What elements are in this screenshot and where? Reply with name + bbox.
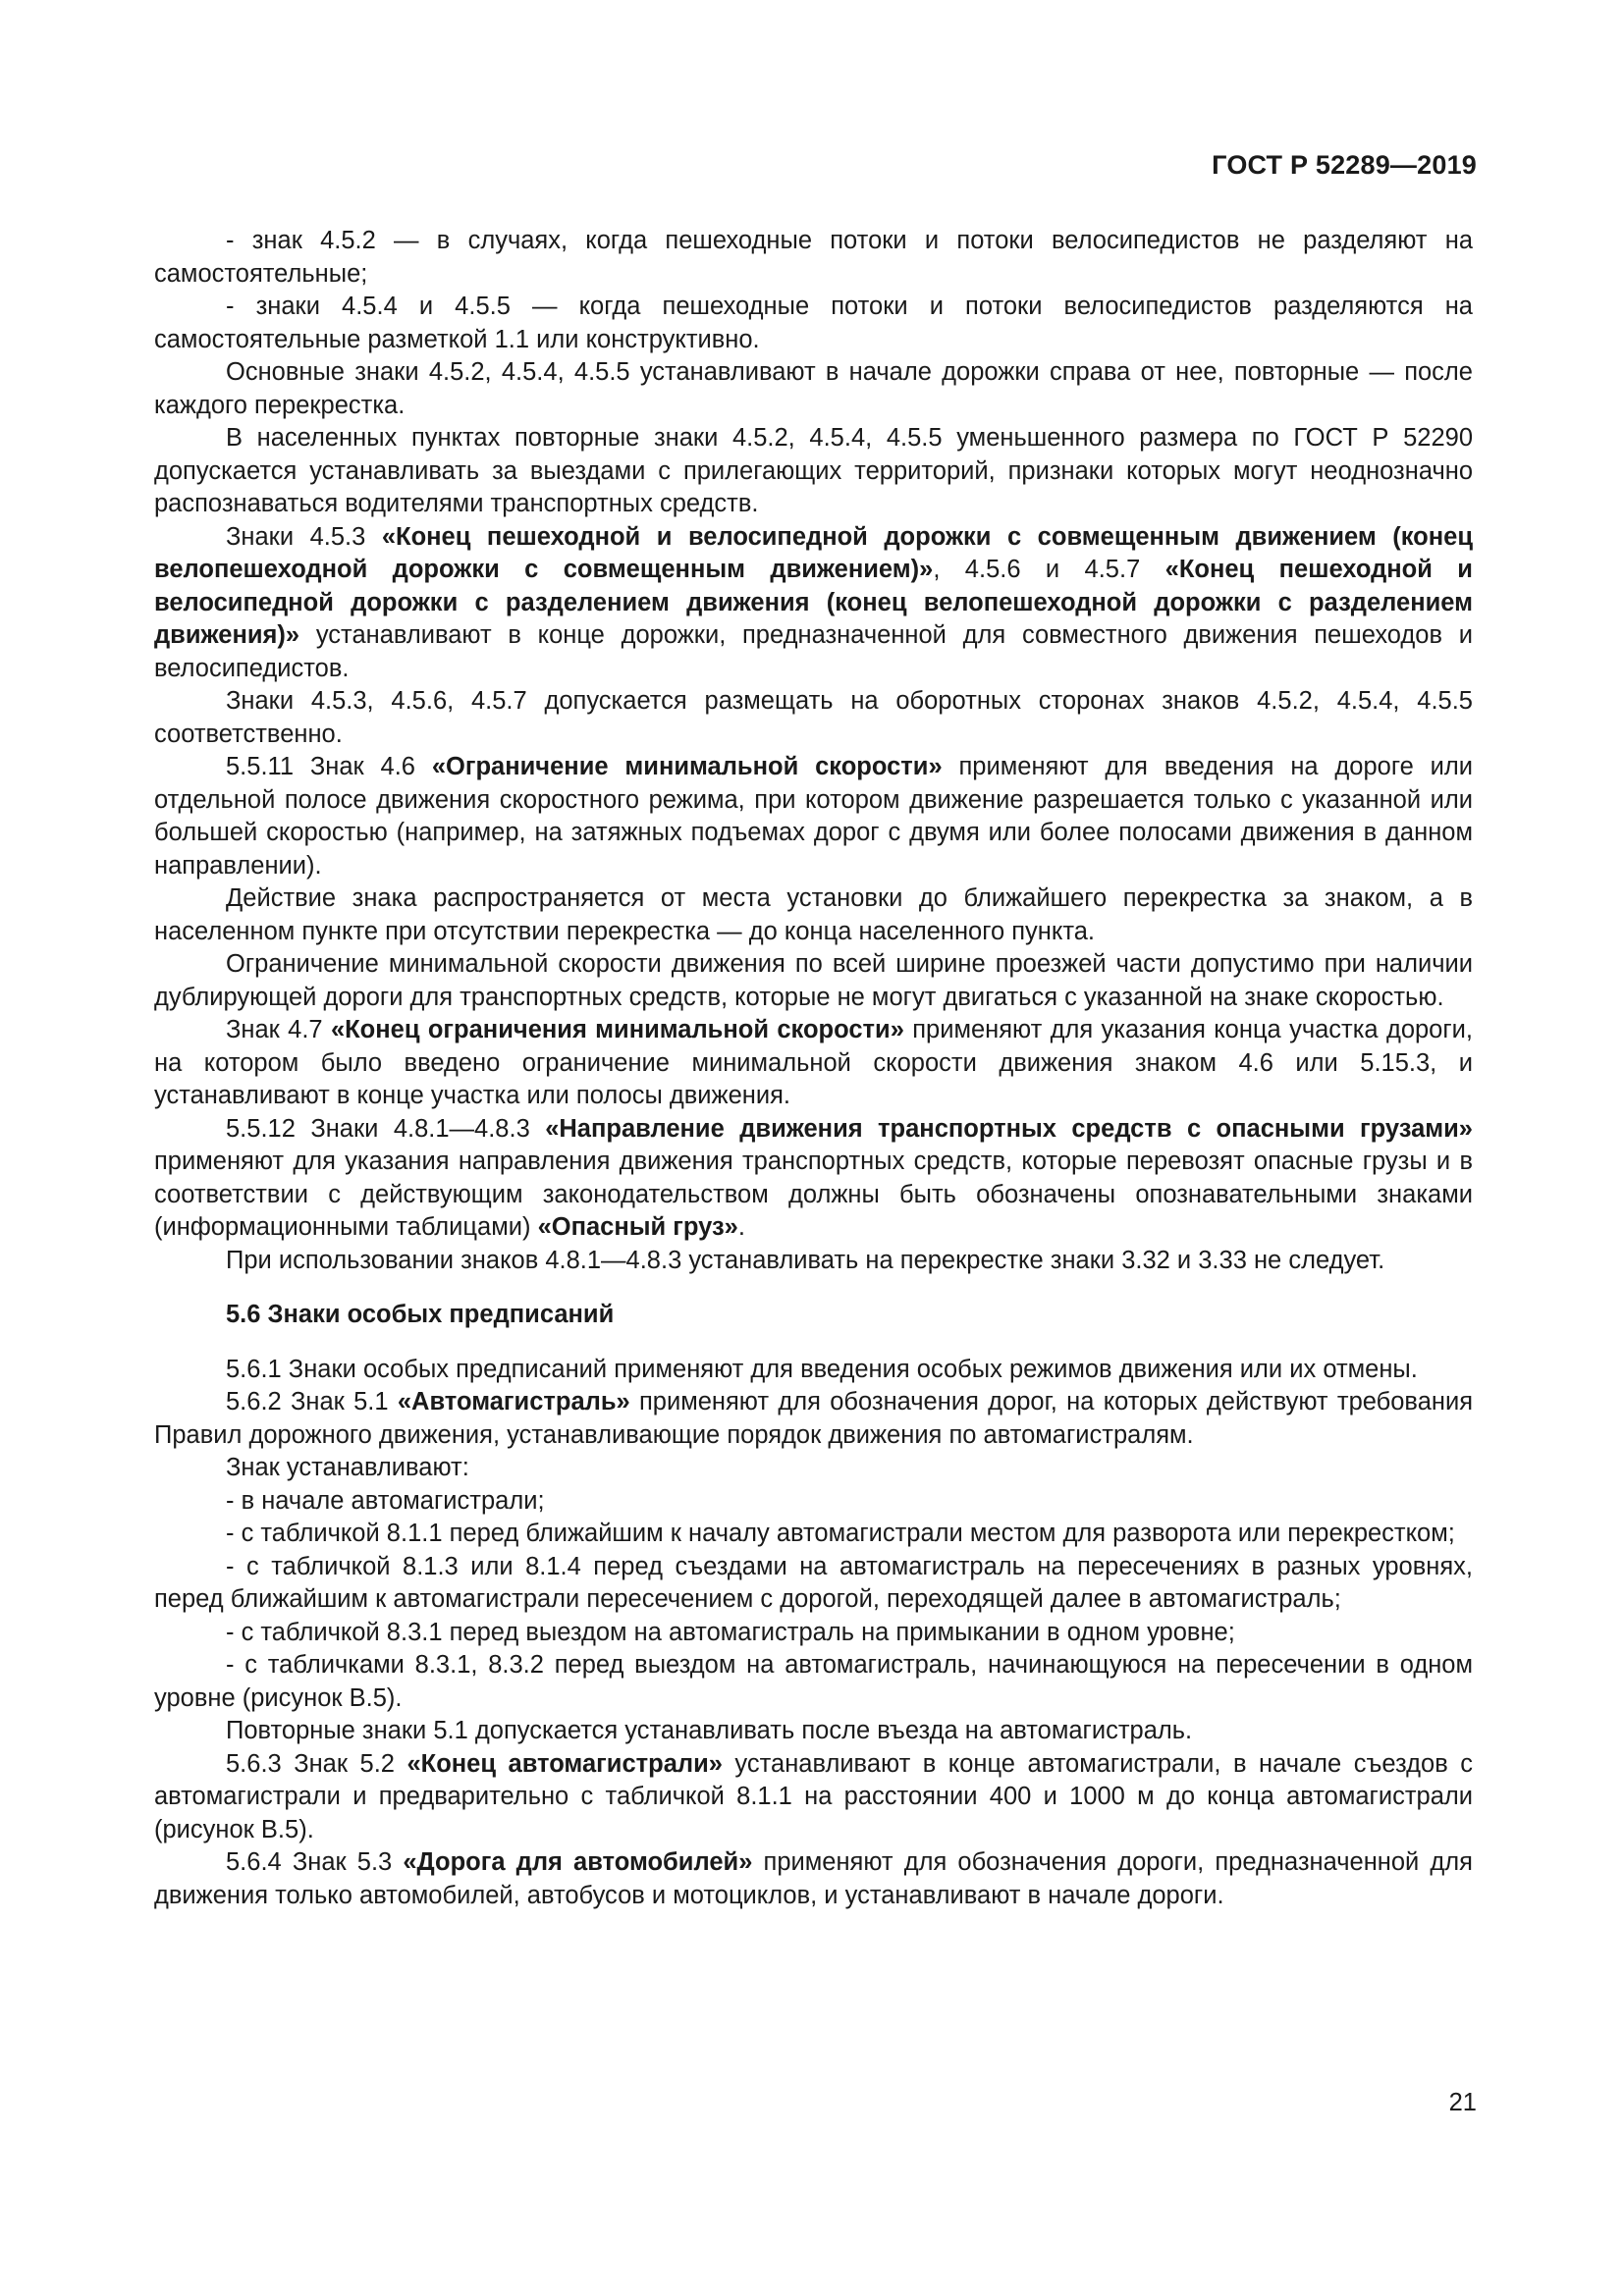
text-run: Знаки 4.5.3, 4.5.6, 4.5.7 допускается размещать на оборотных сторонах знаков 4.5.2, 4.5.4, 4.5.5 соответственно. [154,687,1473,748]
paragraph [154,1354,1473,1387]
paragraph [154,1846,1473,1912]
text-run: применяют для введения на дороге или отдельной полосе движения скоростного режима, при котором движение разрешается только с указанной или большей скоростью (например, на затяжных подъемах дорог с двумя или более полосами движения в данном направлении). [154,753,1473,880]
text-run: Действие знака распространяется от места установки до ближайшего перекрестка за знаком, а в населенном пункте при отсутствии перекрестка — до конца населенного пункта. [154,884,1473,945]
paragraph [154,1113,1473,1245]
bold-sign-name: «Конец пешеходной и велосипедной дорожки с разделением движения (конец велопешеходной дорожки с разделением движения)» [154,556,1473,649]
text-run: - с табличками 8.3.1, 8.3.2 перед выездом на автомагистраль, начинающуюся на пересечении в одном уровне (рисунок В.5). [154,1651,1473,1712]
text-run: устанавливают в конце автомагистрали, в начале съездов с автомагистрали и предварительно с табличкой 8.1.1 на расстоянии 400 и 1000 м до конца автомагистрали (рисунок В.5). [154,1749,1473,1843]
paragraph [154,751,1473,882]
bold-sign-name: «Конец пешеходной и велосипедной дорожки с совмещенным движением (конец велопешеходной дорожки с совмещенным движением)» [154,522,1474,583]
paragraphs-before-section [154,225,1473,1277]
paragraph [154,1748,1473,1847]
paragraph [154,521,1473,686]
page-number: 21 [1448,2089,1477,2116]
text-run: . [737,1213,745,1241]
text-run: применяют для обозначения дороги, предназначенной для движения только автомобилей, автобусов и мотоциклов, и устанавливают в начале дороги. [154,1848,1473,1909]
text-run: 5.6.4 Знак 5.3 [226,1848,404,1876]
paragraph [154,1014,1473,1113]
bold-sign-name: «Автомагистраль» [397,1388,630,1415]
text-run: 5.5.12 Знаки 4.8.1—4.8.3 [226,1114,546,1143]
paragraph [154,1245,1473,1278]
paragraph [154,1485,1473,1519]
bold-sign-name: «Ограничение минимальной скорости» [431,753,943,780]
paragraph [154,1551,1473,1617]
text-run: применяют для указания направления движения транспортных средств, которые перевозят опасные грузы и в соответствии с действующим законодательством должны быть обозначены опознавательными знаками (информационными таблицами) [154,1148,1473,1241]
text-run: 5.6.3 Знак 5.2 [226,1749,407,1778]
bold-sign-name: «Конец автомагистрали» [406,1749,723,1778]
paragraph [154,1649,1473,1715]
text-run: - с табличкой 8.1.3 или 8.1.4 перед съездами на автомагистраль на пересечениях в разных уровнях, перед ближайшим к автомагистрали пересечением с дорогой, переходящей далее в автомагистраль; [154,1552,1473,1613]
bold-sign-name: «Опасный груз» [537,1213,738,1241]
text-run: Основные знаки 4.5.2, 4.5.4, 4.5.5 устанавливают в начале дорожки справа от нее, повторные — после каждого перекрестка. [154,358,1473,419]
text-run: Повторные знаки 5.1 допускается устанавливать после въезда на автомагистраль. [226,1717,1193,1744]
bold-sign-name: «Конец ограничения минимальной скорости» [330,1016,904,1043]
text-run: , 4.5.6 и 4.5.7 [933,556,1165,583]
text-run: применяют для обозначения дорог, на которых действуют требования Правил дорожного движения, устанавливающие порядок движения по автомагистралям. [154,1388,1474,1449]
section-heading: 5.6 Знаки особых предписаний [226,1301,615,1328]
paragraph [154,685,1473,751]
paragraph [154,1386,1473,1452]
paragraph [154,948,1473,1014]
text-run: Знак устанавливают: [226,1454,469,1481]
paragraph [154,882,1473,948]
paragraphs-after-section [154,1354,1473,1913]
paragraph [154,225,1473,291]
paragraph [154,1617,1473,1650]
paragraph [154,1452,1473,1485]
paragraph [154,1715,1473,1748]
text-run: - в начале автомагистрали; [226,1486,545,1515]
bold-sign-name: «Дорога для автомобилей» [403,1848,753,1876]
page-body [154,225,1473,1912]
text-run: Знаки 4.5.3 [226,522,382,551]
paragraph [154,291,1473,356]
text-run: - знаки 4.5.4 и 4.5.5 — когда пешеходные потоки и потоки велосипедистов разделяются на самостоятельные разметкой 1.1 или конструктивно. [154,293,1473,353]
text-run: - знак 4.5.2 — в случаях, когда пешеходные потоки и потоки велосипедистов не разделяют на самостоятельные; [154,227,1473,288]
text-run: 5.6.2 Знак 5.1 [226,1388,398,1415]
text-run: 5.5.11 Знак 4.6 [226,753,432,780]
document-code-header: ГОСТ Р 52289—2019 [1212,150,1477,180]
paragraph [154,422,1473,521]
text-run: устанавливают в конце дорожки, предназначенной для совместного движения пешеходов и велосипедистов. [154,621,1473,682]
text-run: Ограничение минимальной скорости движения по всей ширине проезжей части допустимо при наличии дублирующей дороги для транспортных средств, которые не могут двигаться с указанной на знаке скоростью. [154,950,1473,1011]
bold-sign-name: «Направление движения транспортных средств с опасными грузами» [545,1114,1473,1143]
text-run: При использовании знаков 4.8.1—4.8.3 устанавливать на перекрестке знаки 3.32 и 3.33 не следует. [226,1246,1385,1274]
paragraph [154,356,1473,422]
text-run: применяют для указания конца участка дороги, на котором было введено ограничение минимальной скорости движения знаком 4.6 или 5.15.3, и устанавливают в конце участка или полосы движения. [154,1016,1473,1109]
text-run: 5.6.1 Знаки особых предписаний применяют для введения особых режимов движения или их отмены. [226,1355,1418,1383]
paragraph [154,1518,1473,1551]
text-run: В населенных пунктах повторные знаки 4.5.2, 4.5.4, 4.5.5 уменьшенного размера по ГОСТ Р 52290 допускается устанавливать за выездами с прилегающих территорий, признаки которых могут неоднозначно распознаваться водителями транспортных средств. [154,424,1473,517]
text-run: - с табличкой 8.3.1 перед выездом на автомагистраль на примыкании в одном уровне; [226,1618,1235,1646]
text-run: - с табличкой 8.1.1 перед ближайшим к началу автомагистрали местом для разворота или перекрестком; [226,1520,1455,1547]
text-run: Знак 4.7 [226,1016,331,1043]
